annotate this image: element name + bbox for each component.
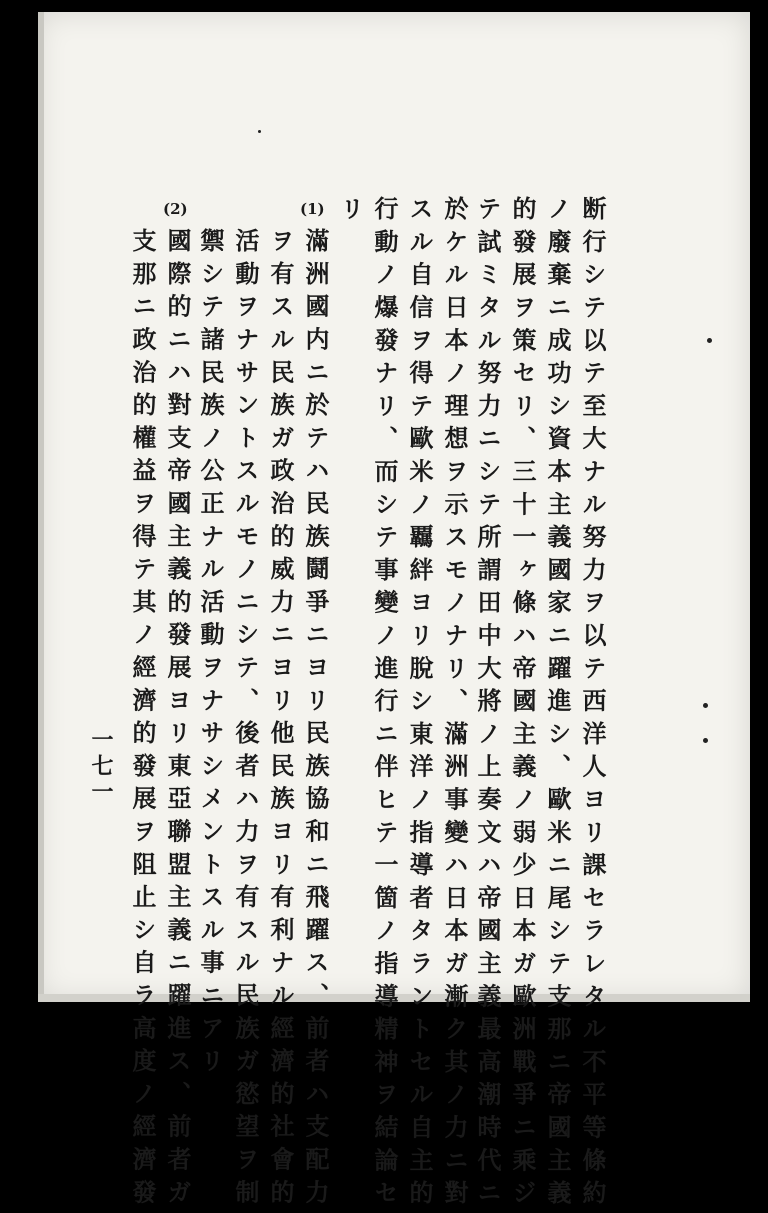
margin-speck	[707, 338, 712, 343]
text-column-2: ノ廢棄ニ成功シ資本主義國家ニ躍進シ、歐米ニ尾シテ支那ニ帝國主義	[543, 196, 572, 1213]
page-number: 一七一	[88, 728, 114, 806]
item-marker-1: (1)	[300, 200, 325, 218]
text-column-9: 滿洲國内ニ於テハ民族鬪爭ニヨリ民族協和ニ飛躍ス、前者ハ支配力	[301, 228, 330, 1212]
text-column-13: 國際的ニハ對支帝國主義的發展ヨリ東亞聯盟主義ニ躍進ス、前者ガ	[163, 228, 192, 1212]
text-column-14: 支那ニ政治的權益ヲ得テ其ノ經濟的發展ヲ阻止シ自ラ高度ノ經濟發	[128, 228, 157, 1212]
text-column-8: リ	[336, 196, 365, 229]
margin-speck	[703, 738, 708, 743]
text-column-5: 於ケル日本ノ理想ヲ示スモノナリ、滿洲事變ハ日本ガ漸ク其ノ力ニ對	[440, 196, 469, 1213]
text-column-6: スル自信ヲ得テ歐米ノ覊絆ヨリ脫シ東洋ノ指導者タラントセル自主的	[405, 196, 434, 1213]
text-column-7: 行動ノ爆發ナリ、而シテ事變ノ進行ニ伴ヒテ一箇ノ指導精神ヲ結論セ	[370, 196, 399, 1213]
text-column-10: ヲ有スル民族ガ政治的威力ニヨリ他民族ヨリ有利ナル經濟的社會的	[266, 228, 295, 1212]
text-column-4: テ試ミタル努力ニシテ所謂田中大將ノ上奏文ハ帝國主義最高潮時代ニ	[473, 196, 502, 1213]
margin-speck	[258, 130, 261, 133]
margin-speck	[703, 703, 708, 708]
text-column-1: 断行シテ以テ至大ナル努力ヲ以テ西洋人ヨリ課セラレタル不平等條約	[578, 196, 607, 1213]
text-column-3: 的發展ヲ策セリ、三十一ヶ條ハ帝國主義ノ弱少日本ガ歐洲戰爭ニ乘ジ	[508, 196, 537, 1213]
text-column-12: 禦シテ諸民族ノ公正ナル活動ヲナサシメントスル事ニアリ	[196, 228, 225, 1081]
page-left-edge	[38, 12, 44, 1000]
text-column-11: 活動ヲナサントスルモノニシテ、後者ハ力ヲ有スル民族ガ慾望ヲ制	[231, 228, 260, 1212]
item-marker-2: (2)	[163, 200, 188, 218]
